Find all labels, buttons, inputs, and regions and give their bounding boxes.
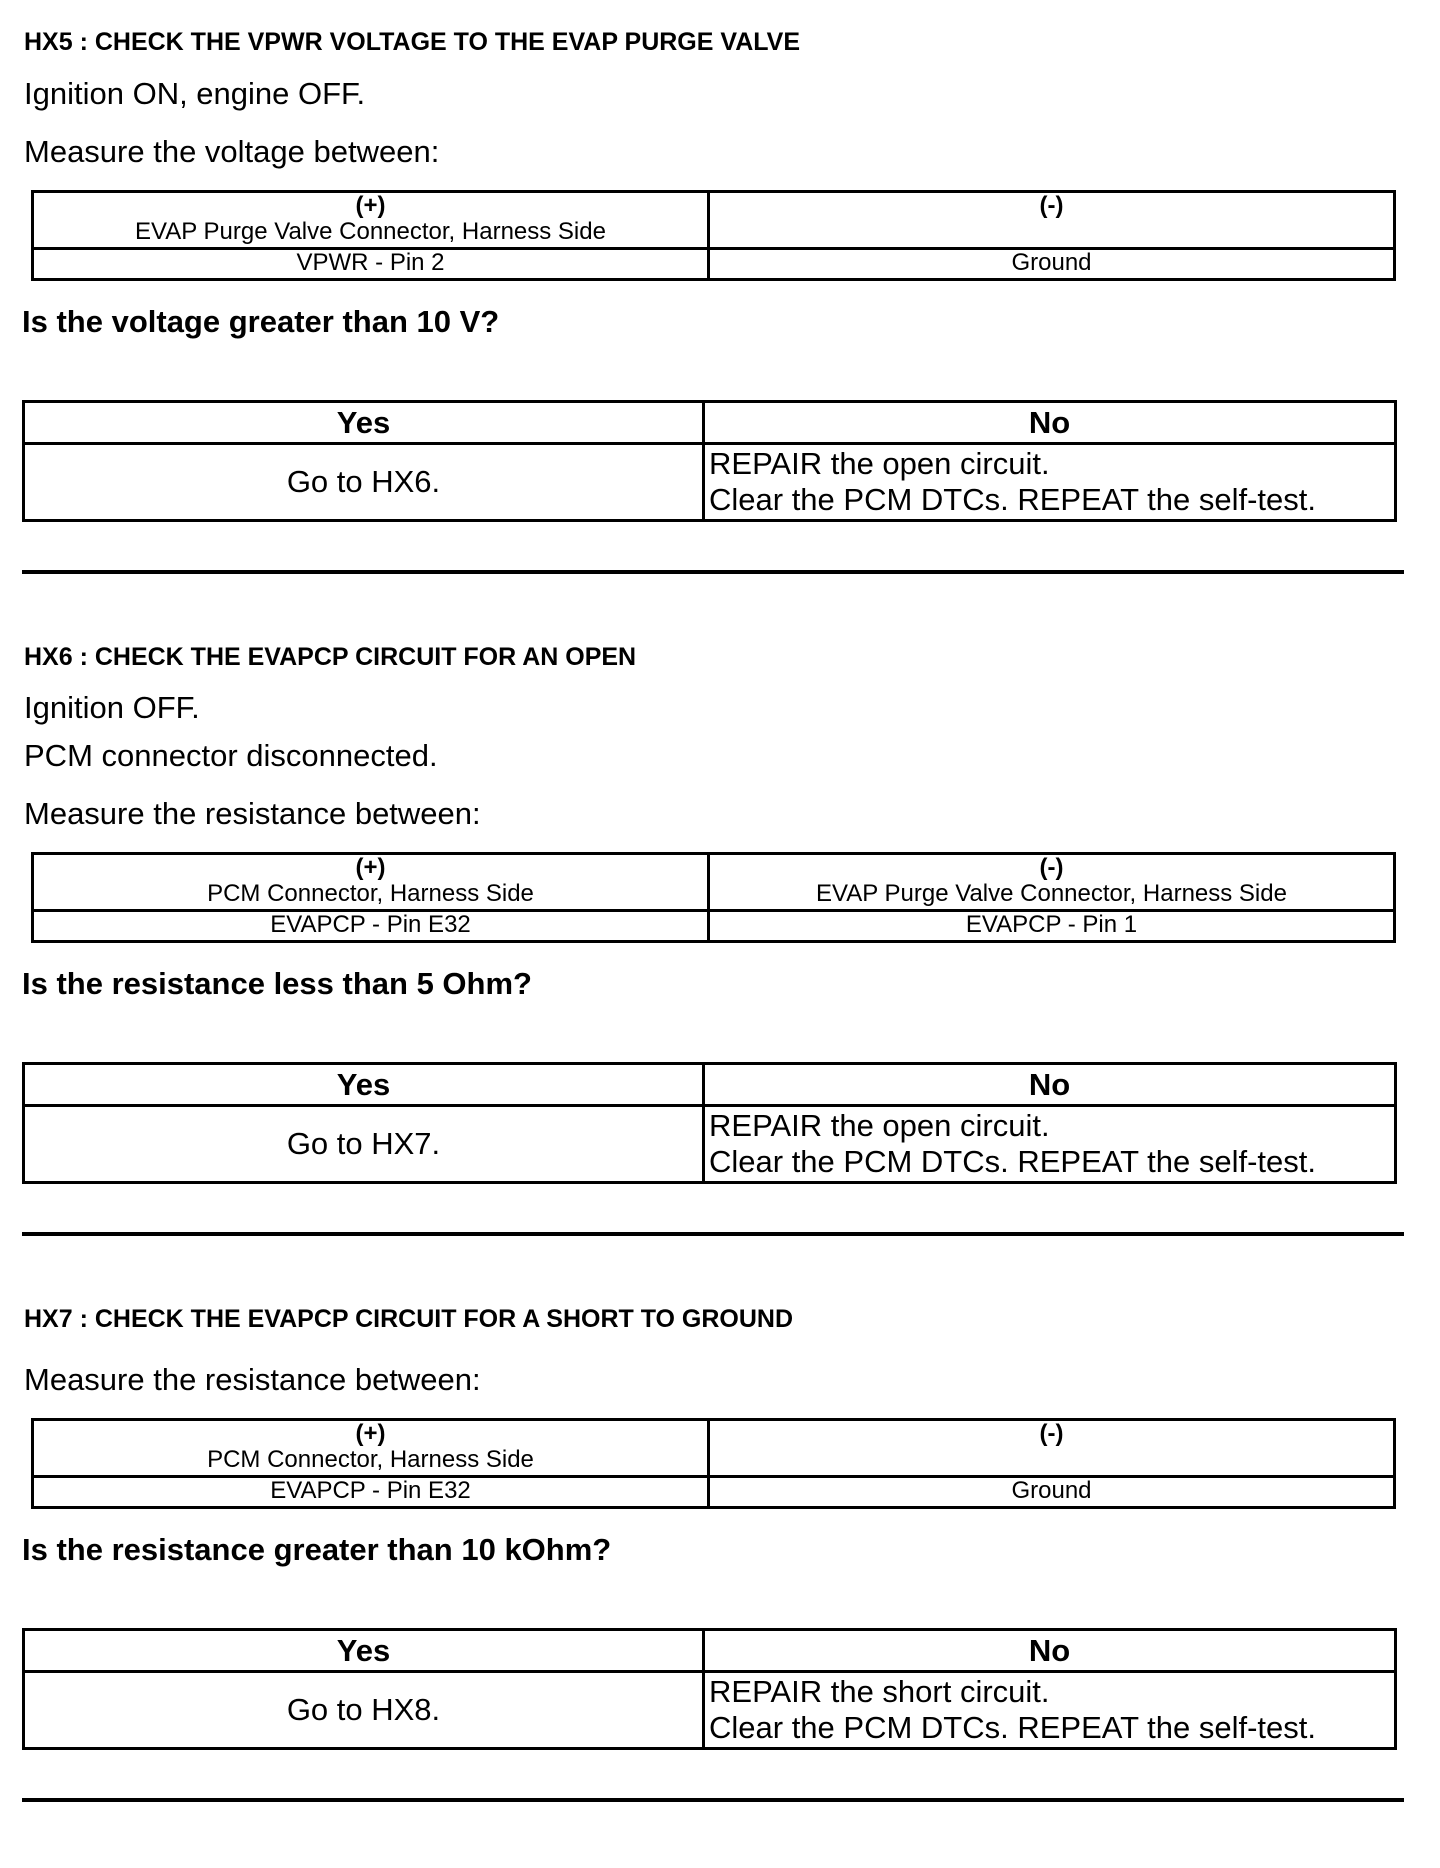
no-header: No [704,1630,1396,1672]
negative-label: (-) [1039,854,1064,881]
yes-action: Go to HX7. [24,1106,704,1183]
positive-connector: PCM Connector, Harness Side [207,880,534,907]
yes-header: Yes [24,1064,704,1106]
no-action [704,444,1396,521]
no-action-line: REPAIR the short circuit. [709,1674,1050,1709]
measurement-table-hx7 [31,1418,1396,1509]
no-action-line: Clear the PCM DTCs. REPEAT the self-test. [709,482,1316,517]
positive-probe-header [33,854,709,911]
no-action-line: REPAIR the open circuit. [709,446,1050,481]
positive-pin: VPWR - Pin 2 [33,249,709,280]
negative-pin: Ground [709,1477,1395,1508]
negative-label: (-) [1039,1420,1064,1447]
negative-pin: Ground [709,249,1395,280]
negative-connector: EVAP Purge Valve Connector, Harness Side [816,880,1287,907]
question-hx5: Is the voltage greater than 10 V? [22,304,500,339]
measurement-table-hx6 [31,852,1396,943]
section-divider [22,1232,1404,1236]
step-title-hx6: HX6 : CHECK THE EVAPCP CIRCUIT FOR AN OPEN [24,643,637,671]
yes-header: Yes [24,1630,704,1672]
positive-label: (+) [355,1420,386,1447]
positive-label: (+) [355,854,386,881]
positive-connector: PCM Connector, Harness Side [207,1446,534,1473]
yes-action: Go to HX6. [24,444,704,521]
result-table-hx7 [22,1628,1397,1750]
section-divider [22,570,1404,574]
positive-probe-header [33,1420,709,1477]
condition-line: Ignition OFF. [24,690,200,725]
question-hx7: Is the resistance greater than 10 kOhm? [22,1532,612,1567]
result-table-hx6 [22,1062,1397,1184]
measure-prompt: Measure the voltage between: [24,134,440,169]
no-action [704,1106,1396,1183]
no-header: No [704,1064,1396,1106]
condition-line: PCM connector disconnected. [24,738,438,773]
positive-probe-header [33,192,709,249]
measurement-table-hx5 [31,190,1396,281]
positive-connector: EVAP Purge Valve Connector, Harness Side [135,218,606,245]
no-header: No [704,402,1396,444]
yes-header: Yes [24,402,704,444]
positive-label: (+) [355,192,386,219]
negative-label: (-) [1039,192,1064,219]
measure-prompt: Measure the resistance between: [24,796,481,831]
no-action [704,1672,1396,1749]
yes-action: Go to HX8. [24,1672,704,1749]
negative-probe-header [709,854,1395,911]
no-action-line: Clear the PCM DTCs. REPEAT the self-test. [709,1144,1316,1179]
negative-probe-header [709,192,1395,249]
negative-probe-header [709,1420,1395,1477]
result-table-hx5 [22,400,1397,522]
section-divider [22,1798,1404,1802]
positive-pin: EVAPCP - Pin E32 [33,1477,709,1508]
no-action-line: Clear the PCM DTCs. REPEAT the self-test. [709,1710,1316,1745]
question-hx6: Is the resistance less than 5 Ohm? [22,966,532,1001]
no-action-line: REPAIR the open circuit. [709,1108,1050,1143]
step-title-hx7: HX7 : CHECK THE EVAPCP CIRCUIT FOR A SHORT TO GROUND [24,1305,794,1333]
positive-pin: EVAPCP - Pin E32 [33,911,709,942]
condition-line: Ignition ON, engine OFF. [24,76,366,111]
measure-prompt: Measure the resistance between: [24,1362,481,1397]
step-title-hx5: HX5 : CHECK THE VPWR VOLTAGE TO THE EVAP PURGE VALVE [24,28,801,56]
negative-pin: EVAPCP - Pin 1 [709,911,1395,942]
